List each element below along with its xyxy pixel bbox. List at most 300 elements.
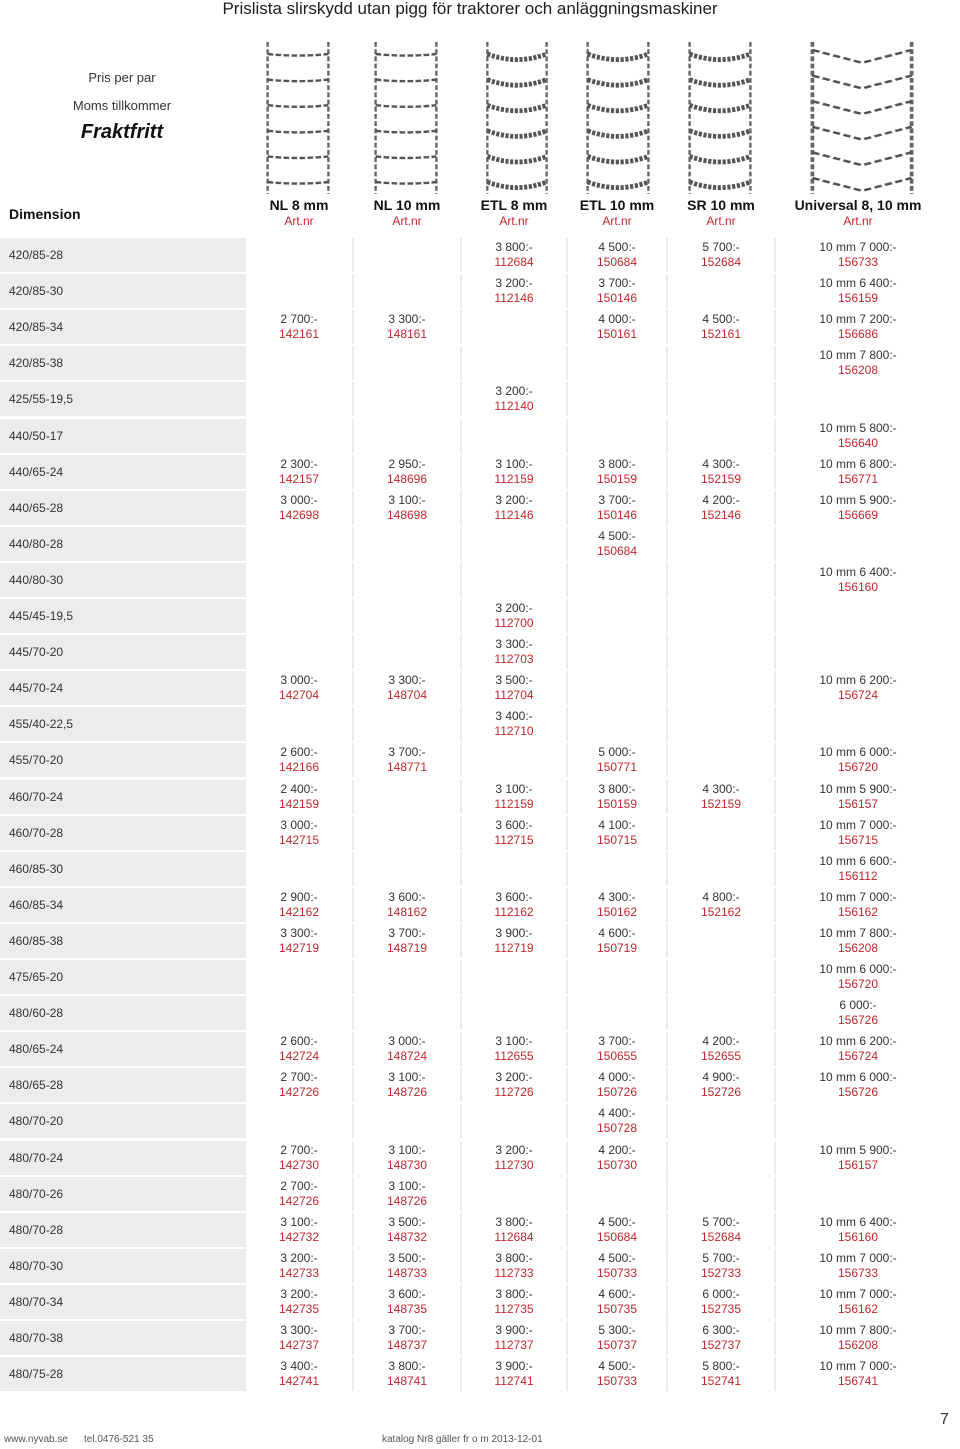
table-cell [668,274,774,308]
price-cell [568,1359,666,1393]
price-value: 3 100:- [280,1214,318,1229]
article-number: 142732 [278,1229,320,1244]
price-value: 2 700:- [280,312,318,327]
price-cell [668,1070,774,1104]
dimension-cell: 480/70-34 [9,1294,64,1309]
page-number: 7 [940,1411,949,1428]
price-value: 3 600:- [388,1286,426,1301]
price-value: 10 mm 6 400:- [819,1214,897,1229]
vat-note: Moms tillkommer [72,98,172,113]
price-value: 3 300:- [280,1323,318,1337]
price-cell [776,1287,940,1321]
table-cell [246,346,352,380]
column-art-label: Art.nr [843,214,873,228]
dimension-cell: 480/70-28 [9,1222,64,1237]
table-cell [668,563,774,597]
price-value: 5 700:- [702,1214,740,1229]
price-cell [776,565,940,599]
price-value: 4 500:- [598,1214,636,1229]
dimension-cell: 480/60-28 [9,1006,64,1021]
price-cell [354,1143,460,1177]
column-header [354,196,460,228]
article-number: 112684 [494,255,534,269]
price-cell [776,890,940,924]
price-cell [568,240,666,274]
article-number: 148724 [386,1049,428,1064]
price-cell [462,384,566,418]
article-number: 156208 [837,940,879,955]
article-number: 150733 [596,1265,638,1280]
dimension-cell: 480/75-28 [9,1367,64,1382]
price-cell [462,1359,566,1393]
price-cell [776,312,940,346]
table-cell [354,1104,460,1138]
price-cell [246,1070,352,1104]
article-number: 156157 [837,1157,879,1172]
article-number: 142726 [278,1085,320,1100]
article-number: 152161 [700,327,742,342]
price-value: 3 200:- [495,276,533,291]
column-art-label: Art.nr [499,214,529,228]
table-cell [354,346,460,380]
article-number: 152733 [700,1265,742,1280]
article-number: 112719 [494,940,534,955]
price-value: 2 600:- [280,1034,318,1049]
price-cell [568,493,666,527]
price-cell [568,926,666,960]
price-cell [668,1323,774,1357]
article-number: 112146 [494,291,534,306]
price-cell [568,1215,666,1249]
article-number: 112700 [494,616,534,630]
article-number: 150735 [596,1301,638,1316]
table-cell [776,599,940,633]
table-cell [668,996,774,1030]
dimension-cell: 420/85-30 [9,284,64,299]
table-cell [246,599,352,633]
chain-ladder-etl8-icon [478,38,556,198]
table-cell [462,310,566,344]
article-number: 150726 [596,1085,638,1100]
article-number: 112159 [494,796,534,811]
table-cell [668,635,774,669]
price-cell [462,1251,566,1285]
footer [0,1434,960,1448]
table-cell [462,996,566,1030]
price-cell [776,998,940,1032]
table-cell [668,527,774,561]
article-number: 156162 [837,1301,879,1316]
table-cell [668,671,774,705]
table-cell [246,563,352,597]
dimension-cell: 480/65-28 [9,1078,64,1093]
article-number: 112704 [494,688,534,703]
article-number: 150146 [596,291,638,306]
price-value: 6 300:- [702,1323,740,1337]
table-cell [462,419,566,453]
price-value: 4 200:- [702,1034,740,1049]
article-number: 148737 [386,1338,428,1352]
dimension-cell: 460/85-38 [9,933,64,948]
price-cell [668,890,774,924]
price-cell [776,1359,940,1393]
price-per-pair-note: Pris per par [88,70,156,85]
dimension-cell: 425/55-19,5 [9,392,74,407]
dimension-header: Dimension [9,206,81,222]
price-value: 10 mm 6 600:- [819,853,897,868]
article-number: 156112 [838,868,878,883]
price-value: 3 600:- [495,889,533,904]
price-value: 6 000:- [839,998,877,1013]
price-value: 4 600:- [598,925,636,940]
article-number: 156715 [837,832,879,847]
article-number: 156724 [837,1049,879,1064]
article-number: 112735 [494,1301,534,1316]
dimension-cell: 460/85-34 [9,897,64,912]
price-value: 3 000:- [280,492,318,507]
price-cell [462,1034,566,1068]
price-value: 10 mm 7 000:- [819,889,897,904]
table-cell [568,852,666,886]
price-value: 2 900:- [280,889,318,904]
table-cell [354,635,460,669]
price-cell [246,745,352,779]
price-cell [462,782,566,816]
price-cell [568,818,666,852]
price-value: 10 mm 5 900:- [819,1142,897,1157]
dimension-cell: 440/80-28 [9,536,64,551]
table-cell [668,924,774,958]
price-cell [568,1070,666,1104]
article-number: 148733 [386,1265,428,1280]
table-cell [354,238,460,272]
article-number: 156160 [837,579,879,594]
article-number: 156208 [837,363,879,378]
table-cell [668,743,774,777]
price-cell [776,1251,940,1285]
price-cell [668,1359,774,1393]
column-art-label: Art.nr [602,214,632,228]
article-number: 142733 [278,1265,320,1280]
price-cell [776,673,940,707]
price-value: 3 900:- [495,925,533,940]
price-cell [246,1359,352,1393]
column-name: SR 10 mm [687,197,755,213]
price-value: 4 000:- [598,1070,636,1085]
table-cell [668,852,774,886]
dimension-cell: 420/85-28 [9,248,64,262]
price-value: 4 500:- [702,312,740,327]
article-number: 156720 [837,760,879,775]
price-cell [568,312,666,346]
price-value: 3 100:- [495,1034,533,1049]
dimension-cell: 440/65-24 [9,464,64,479]
article-number: 156669 [837,507,879,522]
table-cell [462,527,566,561]
article-number: 142161 [278,327,320,342]
price-value: 3 000:- [388,1034,426,1049]
price-value: 3 700:- [598,492,636,507]
price-value: 3 300:- [495,637,533,652]
price-cell [776,854,940,888]
price-cell [354,1287,460,1321]
price-cell [568,890,666,924]
dimension-cell: 440/65-28 [9,500,64,515]
article-number: 148161 [386,327,428,342]
article-number: 112703 [494,652,534,667]
article-number: 148162 [386,904,428,919]
table-cell [462,346,566,380]
dimension-cell: 480/70-24 [9,1150,64,1165]
column-name: Universal 8, 10 mm [794,197,922,213]
article-number: 112726 [494,1085,534,1100]
article-number: 112684 [494,1229,534,1244]
table-cell [462,960,566,994]
article-number: 112737 [494,1338,534,1352]
price-value: 10 mm 7 000:- [819,240,897,254]
article-number: 150655 [596,1049,638,1064]
article-number: 152159 [700,471,742,486]
table-cell [354,599,460,633]
article-number: 148735 [386,1301,428,1316]
price-cell [668,1034,774,1068]
price-cell [462,709,566,743]
table-cell [462,563,566,597]
table-cell [568,419,666,453]
article-number: 156724 [837,688,879,703]
table-cell [246,960,352,994]
price-value: 10 mm 7 800:- [819,925,897,940]
price-value: 4 300:- [702,456,740,471]
column-header [246,196,352,228]
price-cell [246,1034,352,1068]
dimension-cell: 480/70-20 [9,1114,64,1129]
price-value: 3 900:- [495,1323,533,1337]
table-cell [568,635,666,669]
price-cell [568,1323,666,1357]
price-cell [462,601,566,635]
price-value: 10 mm 5 800:- [819,420,897,435]
page-title: Prislista slirskydd utan pigg för traktorer och anläggningsmaskiner [222,0,718,18]
price-cell [246,890,352,924]
price-cell [568,457,666,491]
price-cell [354,926,460,960]
dimension-cell: 445/45-19,5 [9,609,74,623]
price-value: 3 300:- [388,312,426,327]
article-number: 142741 [278,1374,320,1389]
price-value: 10 mm 7 000:- [819,1286,897,1301]
price-value: 3 300:- [388,673,426,688]
price-cell [354,457,460,491]
table-cell [462,743,566,777]
article-number: 148741 [386,1374,428,1389]
price-cell [668,312,774,346]
table-cell [354,780,460,814]
price-cell [668,1251,774,1285]
price-cell [354,493,460,527]
price-value: 2 700:- [280,1070,318,1085]
column-name: NL 8 mm [269,197,329,213]
price-cell [246,818,352,852]
table-cell [568,671,666,705]
article-number: 148726 [386,1193,428,1208]
price-value: 3 200:- [495,384,533,399]
article-number: 142737 [278,1338,320,1352]
price-value: 3 200:- [280,1250,318,1265]
price-value: 4 600:- [598,1286,636,1301]
article-number: 156208 [837,1338,879,1352]
table-cell [246,527,352,561]
article-number: 112140 [494,399,534,414]
price-cell [246,1179,352,1213]
table-cell [668,1177,774,1211]
article-number: 148696 [386,471,428,486]
price-value: 4 500:- [598,1250,636,1265]
price-cell [246,926,352,960]
price-value: 3 500:- [388,1250,426,1265]
article-number: 112730 [494,1157,534,1172]
price-cell [246,1287,352,1321]
price-cell [354,312,460,346]
dimension-cell: 440/80-30 [9,572,64,587]
price-cell [354,890,460,924]
price-cell [462,1070,566,1104]
price-cell [246,1323,352,1357]
dimension-cell: 455/70-20 [9,753,64,768]
price-cell [668,1287,774,1321]
table-cell [462,852,566,886]
article-number: 112733 [494,1265,534,1280]
dimension-cell: 455/40-22,5 [9,717,74,732]
article-number: 148771 [386,760,428,775]
price-value: 10 mm 6 000:- [819,745,897,760]
price-value: 3 600:- [495,817,533,832]
price-value: 5 000:- [598,745,636,760]
footer-website[interactable]: www.nyvab.se [4,1434,68,1445]
price-value: 4 800:- [702,889,740,904]
article-number: 142726 [278,1193,320,1208]
price-cell [462,1143,566,1177]
table-cell [568,960,666,994]
price-value: 4 500:- [598,528,636,543]
article-number: 152726 [700,1085,742,1100]
chain-ladder-sr10-icon [680,38,760,198]
price-value: 3 800:- [495,1214,533,1229]
article-number: 142704 [278,688,320,703]
price-value: 3 500:- [388,1214,426,1229]
table-cell [354,382,460,416]
article-number: 152146 [700,507,742,522]
price-value: 4 200:- [598,1142,636,1157]
article-number: 148730 [386,1157,428,1172]
table-cell [776,1104,940,1138]
dimension-cell: 440/50-17 [9,428,64,443]
table-cell [462,1104,566,1138]
price-value: 4 900:- [702,1070,740,1085]
article-number: 150146 [596,507,638,522]
article-number: 148732 [386,1229,428,1244]
table-cell [776,707,940,741]
price-value: 3 600:- [388,889,426,904]
price-cell [776,745,940,779]
article-number: 148704 [386,688,428,703]
column-header [568,196,666,228]
price-cell [668,493,774,527]
column-header [776,196,940,228]
table-cell [354,707,460,741]
article-number: 150684 [596,255,638,269]
price-cell [354,1215,460,1249]
price-cell [354,1323,460,1357]
table-cell [354,852,460,886]
price-cell [776,421,940,455]
price-cell [462,276,566,310]
price-value: 3 800:- [495,1250,533,1265]
footer-phone: tel.0476-521 35 [84,1434,154,1445]
price-cell [776,348,940,382]
price-cell [776,1070,940,1104]
article-number: 156159 [837,291,879,306]
price-value: 10 mm 5 900:- [819,781,897,796]
table-cell [776,527,940,561]
price-cell [354,1359,460,1393]
price-cell [568,1106,666,1140]
article-number: 150684 [596,1229,638,1244]
article-number: 156726 [837,1013,879,1028]
article-number: 142719 [278,940,320,955]
table-cell [568,346,666,380]
price-cell [462,1323,566,1357]
column-header [462,196,566,228]
article-number: 150719 [596,940,638,955]
article-number: 142730 [278,1157,320,1172]
price-value: 3 700:- [388,925,426,940]
column-header [668,196,774,228]
dimension-cell: 445/70-20 [9,645,64,660]
price-cell [776,1034,940,1068]
article-number: 142698 [278,507,320,522]
article-number: 150733 [596,1374,638,1389]
table-cell [246,996,352,1030]
price-cell [462,818,566,852]
price-cell [354,1251,460,1285]
price-value: 2 700:- [280,1178,318,1193]
price-cell [776,276,940,310]
price-value: 6 000:- [702,1286,740,1301]
price-cell [462,457,566,491]
article-number: 112162 [494,904,534,919]
dimension-cell: 445/70-24 [9,681,64,696]
price-value: 3 800:- [598,781,636,796]
article-number: 150162 [596,904,638,919]
price-value: 3 800:- [598,456,636,471]
table-cell [776,1177,940,1211]
footer-catalog: katalog Nr8 gäller fr o m 2013-12-01 [382,1434,543,1445]
article-number: 156771 [837,471,879,486]
article-number: 112159 [494,471,534,486]
price-value: 3 100:- [388,1142,426,1157]
table-cell [246,419,352,453]
table-cell [668,1141,774,1175]
price-value: 3 100:- [495,781,533,796]
article-number: 152737 [700,1338,742,1352]
price-value: 3 100:- [388,1070,426,1085]
price-value: 4 500:- [598,1359,636,1374]
table-cell [246,1104,352,1138]
table-cell [668,419,774,453]
price-value: 3 100:- [388,492,426,507]
article-number: 112146 [494,507,534,522]
